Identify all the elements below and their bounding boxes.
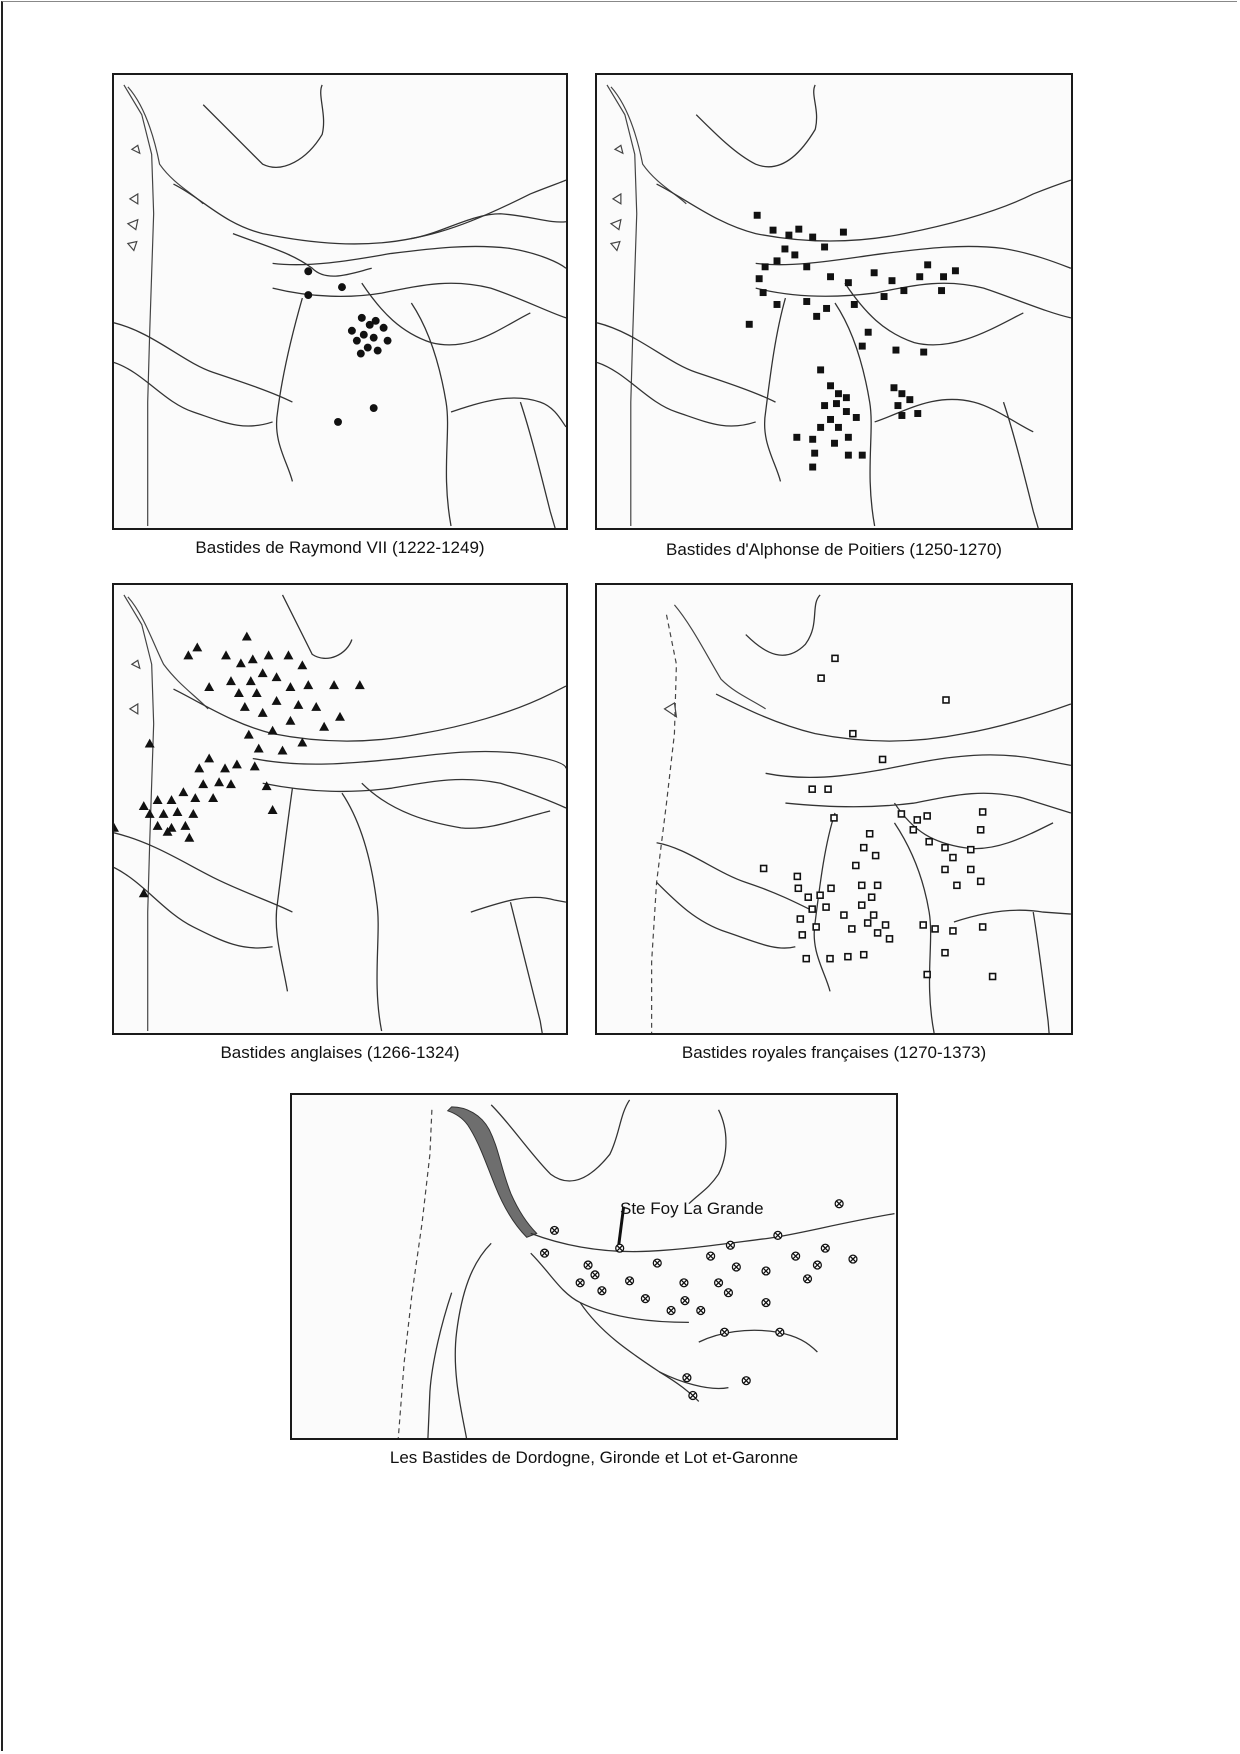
bastide-marker: [805, 894, 811, 900]
bastide-marker: [707, 1252, 715, 1260]
bastide-marker: [591, 1271, 599, 1279]
bastide-marker: [756, 275, 763, 282]
bastide-marker: [774, 257, 781, 264]
bastide-marker: [742, 1377, 750, 1385]
bastide-marker: [781, 245, 788, 252]
bastide-marker: [311, 702, 321, 711]
bastide-marker: [667, 1307, 675, 1315]
map-caption-anglaises: Bastides anglaises (1266-1324): [220, 1043, 460, 1062]
bastide-marker: [372, 317, 380, 325]
bastide-marker: [938, 287, 945, 294]
bastide-marker: [250, 761, 260, 770]
bastide-marker: [898, 390, 905, 397]
bastide-marker: [803, 263, 810, 270]
bastide-marker: [258, 668, 268, 677]
bastide-marker: [183, 650, 193, 659]
bastide-marker: [754, 212, 761, 219]
bastide-marker: [900, 287, 907, 294]
bastide-marker: [180, 821, 190, 830]
bastide-marker: [894, 402, 901, 409]
bastide-marker: [980, 809, 986, 815]
bastide-marker: [849, 1255, 857, 1263]
bastide-marker: [954, 882, 960, 888]
bastide-marker: [940, 273, 947, 280]
bastide-marker: [898, 412, 905, 419]
bastide-marker: [861, 952, 867, 958]
bastide-marker: [626, 1277, 634, 1285]
map-caption-royales: Bastides royales françaises (1270-1373): [681, 1043, 987, 1062]
bastide-marker: [794, 873, 800, 879]
bastide-marker: [859, 452, 866, 459]
bastide-marker: [845, 954, 851, 960]
bastide-marker: [262, 781, 272, 790]
bastide-marker: [843, 408, 850, 415]
bastide-marker: [726, 1241, 734, 1249]
bastide-marker: [220, 763, 230, 772]
bastide-marker: [792, 1252, 800, 1260]
bastide-markers: [761, 655, 996, 979]
bastide-marker: [258, 708, 268, 717]
bastide-marker: [827, 273, 834, 280]
bastide-marker: [813, 924, 819, 930]
bastide-marker: [825, 786, 831, 792]
bastide-marker: [762, 1299, 770, 1307]
bastide-marker: [821, 402, 828, 409]
bastide-marker: [184, 833, 194, 842]
bastide-marker: [167, 795, 177, 804]
bastide-marker: [881, 293, 888, 300]
bastide-marker: [681, 1297, 689, 1305]
bastide-marker: [697, 1307, 705, 1315]
bastide-marker: [221, 650, 231, 659]
bastide-marker: [871, 269, 878, 276]
bastide-marker: [370, 404, 378, 412]
bastide-marker: [803, 298, 810, 305]
bastide-marker: [689, 1392, 697, 1400]
bastide-marker: [811, 450, 818, 457]
bastide-marker: [835, 1200, 843, 1208]
bastide-marker: [914, 817, 920, 823]
bastide-marker: [234, 688, 244, 697]
bastide-marker: [139, 888, 149, 897]
bastide-markers: [541, 1200, 857, 1400]
map-alphonse-de-poitiers: [595, 73, 1073, 530]
bastide-marker: [770, 227, 777, 234]
bastide-marker: [889, 277, 896, 284]
bastide-marker: [845, 452, 852, 459]
bastide-marker: [178, 787, 188, 796]
bastide-marker: [724, 1289, 732, 1297]
bastide-marker: [827, 416, 834, 423]
bastide-marker: [898, 811, 904, 817]
bastide-marker: [762, 1267, 770, 1275]
bastide-marker: [153, 821, 163, 830]
bastide-marker: [980, 924, 986, 930]
bastide-marker: [813, 1261, 821, 1269]
map-raymond-vii: [112, 73, 568, 530]
bastide-marker: [226, 779, 236, 788]
map-caption-alphonse: Bastides d'Alphonse de Poitiers (1250-1270): [666, 540, 1002, 559]
bastide-marker: [198, 779, 208, 788]
bastide-marker: [214, 777, 224, 786]
bastide-marker: [817, 424, 824, 431]
bastide-marker: [204, 682, 214, 691]
bastide-marker: [865, 920, 871, 926]
bastide-marker: [683, 1374, 691, 1382]
bastide-marker: [809, 906, 815, 912]
bastide-marker: [760, 289, 767, 296]
map-anglaises-drawing: [114, 585, 566, 1033]
bastide-marker: [303, 680, 313, 689]
bastide-marker: [924, 813, 930, 819]
bastide-marker: [942, 950, 948, 956]
bastide-marker: [797, 916, 803, 922]
bastide-marker: [208, 793, 218, 802]
bastide-marker: [887, 936, 893, 942]
bastide-marker: [248, 654, 258, 663]
bastide-marker: [835, 390, 842, 397]
bastide-marker: [541, 1249, 549, 1257]
bastide-marker: [584, 1261, 592, 1269]
bastide-marker: [680, 1279, 688, 1287]
bastide-marker: [813, 313, 820, 320]
bastide-marker: [875, 882, 881, 888]
bastide-marker: [920, 349, 927, 356]
bastide-marker: [159, 809, 169, 818]
bastide-marker: [746, 321, 753, 328]
bastide-marker: [832, 655, 838, 661]
bastide-marker: [334, 418, 342, 426]
map-raymond-vii-drawing: [114, 75, 566, 528]
bastide-marker: [268, 726, 278, 735]
bastide-marker: [803, 956, 809, 962]
town-label-ste-foy-la-grande: Ste Foy La Grande: [620, 1199, 764, 1218]
bastide-marker: [926, 839, 932, 845]
bastide-marker: [721, 1328, 729, 1336]
bastide-marker: [715, 1279, 723, 1287]
bastide-marker: [139, 801, 149, 810]
bastide-marker: [335, 712, 345, 721]
bastide-marker: [968, 847, 974, 853]
bastide-marker: [762, 263, 769, 270]
bastide-marker: [859, 882, 865, 888]
bastide-marker: [867, 831, 873, 837]
map-bastides-royales: [595, 583, 1073, 1035]
map-alphonse-drawing: [597, 75, 1071, 528]
bastide-marker: [172, 807, 182, 816]
bastide-marker: [285, 682, 295, 691]
bastide-marker: [384, 337, 392, 345]
bastide-marker: [809, 464, 816, 471]
bastide-marker: [380, 324, 388, 332]
bastide-marker: [358, 314, 366, 322]
bastide-marker: [252, 688, 262, 697]
bastide-marker: [114, 823, 119, 832]
bastide-marker: [828, 885, 834, 891]
bastide-marker: [370, 334, 378, 342]
bastide-marker: [892, 347, 899, 354]
bastide-marker: [942, 845, 948, 851]
bastide-marker: [272, 672, 282, 681]
bastide-marker: [145, 809, 155, 818]
bastide-marker: [845, 434, 852, 441]
bastide-marker: [795, 885, 801, 891]
bastide-marker: [840, 229, 847, 236]
bastide-marker: [576, 1279, 584, 1287]
bastide-marker: [809, 234, 816, 241]
bastide-marker: [821, 244, 828, 251]
bastide-marker: [871, 912, 877, 918]
bastide-marker: [355, 680, 365, 689]
bastide-marker: [791, 251, 798, 258]
bastide-markers: [304, 267, 391, 426]
bastide-marker: [272, 696, 282, 705]
bastide-marker: [914, 410, 921, 417]
bastide-marker: [793, 434, 800, 441]
bastide-marker: [551, 1226, 559, 1234]
bastide-marker: [190, 793, 200, 802]
bastide-marker: [950, 855, 956, 861]
bastide-marker: [246, 676, 256, 685]
bastide-marker: [873, 853, 879, 859]
bastide-marker: [831, 815, 837, 821]
bastide-marker: [616, 1244, 624, 1252]
bastide-marker: [920, 922, 926, 928]
bastide-marker: [823, 904, 829, 910]
bastide-marker: [827, 956, 833, 962]
bastide-marker: [978, 878, 984, 884]
bastide-marker: [924, 972, 930, 978]
bastide-marker: [817, 892, 823, 898]
bastide-marker: [990, 974, 996, 980]
bastide-marker: [821, 1244, 829, 1252]
bastide-marker: [851, 301, 858, 308]
bastide-marker: [153, 795, 163, 804]
bastide-marker: [880, 756, 886, 762]
bastide-marker: [774, 301, 781, 308]
bastide-marker: [827, 382, 834, 389]
bastide-marker: [849, 926, 855, 932]
bastide-marker: [194, 763, 204, 772]
bastide-marker: [232, 759, 242, 768]
bastide-marker: [598, 1287, 606, 1295]
bastide-marker: [817, 366, 824, 373]
bastide-marker: [240, 702, 250, 711]
bastide-marker: [809, 786, 815, 792]
bastide-marker: [364, 344, 372, 352]
bastide-marker: [845, 279, 852, 286]
bastide-markers: [746, 212, 959, 471]
bastide-marker: [353, 337, 361, 345]
map-royales-drawing: [597, 585, 1071, 1033]
bastide-marker: [732, 1263, 740, 1271]
bastide-marker: [942, 866, 948, 872]
map-dordogne-gironde-lot-et-garonne: [290, 1093, 898, 1440]
bastide-marker: [304, 267, 312, 275]
bastide-marker: [244, 730, 254, 739]
bastide-marker: [875, 930, 881, 936]
bastide-marker: [226, 676, 236, 685]
bastide-marker: [641, 1295, 649, 1303]
bastide-marker: [785, 232, 792, 239]
bastide-marker: [653, 1259, 661, 1267]
bastide-marker: [861, 845, 867, 851]
bastide-marker: [278, 746, 288, 755]
bastide-marker: [304, 291, 312, 299]
bastide-marker: [293, 700, 303, 709]
bastide-marker: [809, 436, 816, 443]
bastide-marker: [329, 680, 339, 689]
bastide-marker: [850, 731, 856, 737]
bastide-marker: [297, 660, 307, 669]
bastide-marker: [883, 922, 889, 928]
bastide-marker: [841, 912, 847, 918]
bastide-marker: [338, 283, 346, 291]
map-caption-dordogne: Les Bastides de Dordogne, Gironde et Lot et-Garonne: [389, 1448, 799, 1467]
bastide-marker: [943, 697, 949, 703]
map-dordogne-drawing: [292, 1095, 896, 1438]
bastide-marker: [859, 343, 866, 350]
bastide-marker: [804, 1275, 812, 1283]
bastide-marker: [348, 327, 356, 335]
bastide-marker: [869, 894, 875, 900]
map-caption-raymond: Bastides de Raymond VII (1222-1249): [195, 538, 485, 557]
bastide-marker: [818, 675, 824, 681]
bastide-marker: [374, 347, 382, 355]
bastide-marker: [774, 1231, 782, 1239]
bastide-marker: [192, 642, 202, 651]
bastide-marker: [268, 805, 278, 814]
bastide-marker: [853, 414, 860, 421]
bastide-marker: [264, 650, 274, 659]
bastide-marker: [799, 932, 805, 938]
map-bastides-anglaises: [112, 583, 568, 1035]
bastide-marker: [950, 928, 956, 934]
bastide-marker: [823, 305, 830, 312]
bastide-marker: [952, 267, 959, 274]
bastide-marker: [853, 863, 859, 869]
bastide-marker: [285, 716, 295, 725]
bastide-marker: [891, 384, 898, 391]
bastide-marker: [843, 394, 850, 401]
bastide-marker: [968, 866, 974, 872]
bastide-marker: [859, 902, 865, 908]
bastide-marker: [284, 650, 294, 659]
bastide-marker: [833, 400, 840, 407]
bastide-marker: [761, 865, 767, 871]
bastide-marker: [242, 632, 252, 641]
bastide-marker: [906, 396, 913, 403]
bastide-marker: [924, 261, 931, 268]
bastide-marker: [188, 809, 198, 818]
bastide-marker: [360, 331, 368, 339]
bastide-marker: [204, 753, 214, 762]
bastide-marker: [795, 226, 802, 233]
bastide-marker: [865, 329, 872, 336]
bastide-marker: [319, 722, 329, 731]
bastide-marker: [835, 424, 842, 431]
bastide-marker: [932, 926, 938, 932]
bastide-marker: [910, 827, 916, 833]
bastide-marker: [236, 658, 246, 667]
bastide-marker: [916, 273, 923, 280]
bastide-marker: [978, 827, 984, 833]
bastide-marker: [776, 1328, 784, 1336]
bastide-marker: [831, 440, 838, 447]
bastide-marker: [357, 350, 365, 358]
bastide-marker: [254, 744, 264, 753]
gironde-estuary: [448, 1107, 537, 1237]
